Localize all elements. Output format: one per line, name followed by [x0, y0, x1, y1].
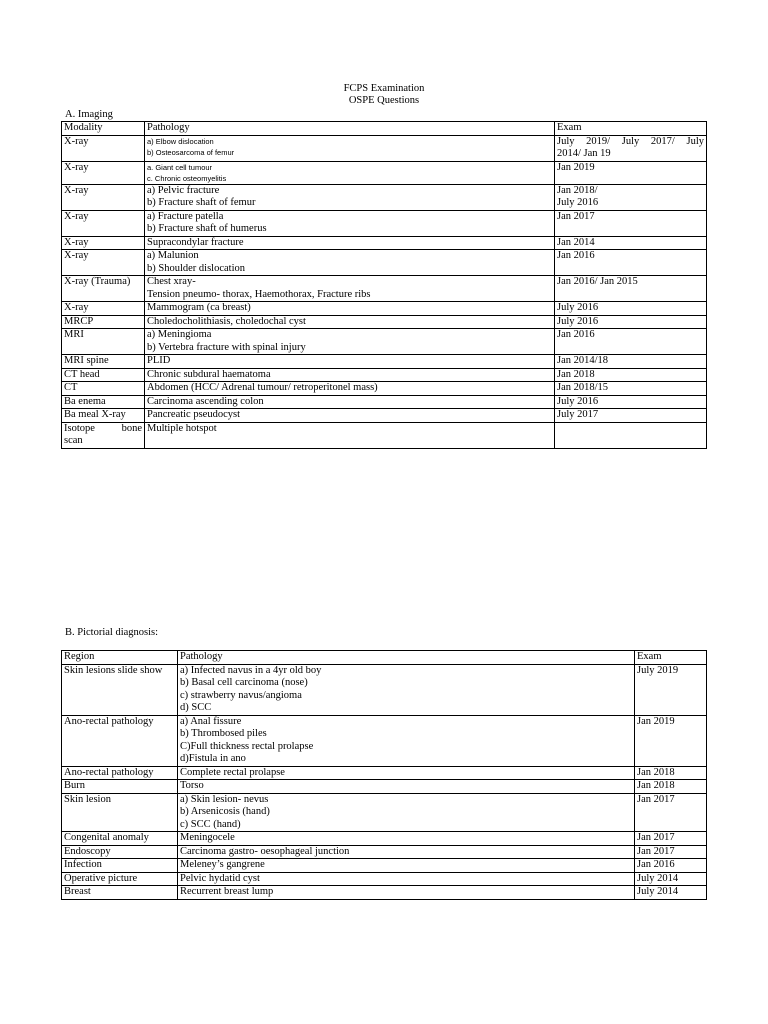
exam-cell — [555, 161, 707, 184]
table-row — [62, 872, 707, 886]
pathology-cell — [145, 329, 555, 355]
region-cell: Endoscopy — [62, 845, 178, 859]
pathology-cell-line: a) Anal fissure — [180, 715, 242, 727]
pathology-cell-line: b) Shoulder dislocation — [147, 262, 245, 274]
pathology-cell-line: Choledocholithiasis, choledochal cyst — [147, 315, 306, 327]
modality-cell-line: X-ray — [64, 161, 89, 173]
table-row — [62, 355, 707, 369]
table-row — [62, 329, 707, 355]
pathology-cell-line: PLID — [147, 355, 171, 366]
exam-cell: Jan 2018 — [635, 780, 707, 794]
pathology-cell-line: d)Fistula in ano — [180, 753, 246, 764]
exam-cell — [555, 302, 707, 316]
pathology-cell-line: a) Malunion — [147, 250, 199, 261]
exam-cell: Jan 2017 — [635, 845, 707, 859]
exam-cell-line: July 2019/ July 2017/ July — [557, 135, 704, 147]
exam-cell: Jan 2017 — [635, 793, 707, 832]
pathology-cell — [145, 184, 555, 210]
table-row — [62, 715, 707, 766]
section-b-heading: B. Pictorial diagnosis: — [65, 627, 159, 638]
column-header-pathology: Pathology — [145, 122, 555, 136]
section-a-heading: A. Imaging — [65, 109, 113, 120]
pathology-cell-line: Meningocele — [180, 832, 235, 843]
pathology-cell — [145, 422, 555, 448]
modality-cell-line: X-ray — [64, 184, 89, 196]
pathology-cell — [178, 664, 635, 715]
pathology-cell-line: Chest xray- — [147, 276, 196, 287]
region-cell: Congenital anomaly — [62, 832, 178, 846]
pathology-cell-line: b) Fracture shaft of femur — [147, 197, 256, 208]
pathology-cell-line: c. Chronic osteomyelitis — [147, 173, 227, 183]
region-cell: Ano-rectal pathology — [62, 715, 178, 766]
pathology-cell-line: Carcinoma gastro- oesophageal junction — [180, 845, 350, 857]
pathology-cell-line: b) Arsenicosis (hand) — [180, 806, 270, 817]
exam-cell: July 2019 — [635, 664, 707, 715]
modality-cell-line: MRI — [64, 329, 84, 340]
pathology-cell — [178, 780, 635, 794]
pathology-cell-line: a) Infected navus in a 4yr old boy — [180, 664, 322, 676]
exam-cell: July 2014 — [635, 886, 707, 900]
exam-cell: Jan 2016 — [635, 859, 707, 873]
column-header-exam: Exam — [635, 651, 707, 665]
region-cell: Operative picture — [62, 872, 178, 886]
modality-cell-line: X-ray — [64, 236, 89, 248]
column-header-pathology: Pathology — [178, 651, 635, 665]
pathology-cell-line: a) Pelvic fracture — [147, 184, 220, 196]
pathology-cell-line: a) Meningioma — [147, 329, 212, 340]
exam-cell — [555, 184, 707, 210]
pathology-cell-line: Chronic subdural haematoma — [147, 368, 271, 380]
exam-cell — [555, 355, 707, 369]
pathology-cell — [178, 715, 635, 766]
pathology-cell — [145, 135, 555, 161]
exam-cell-line: Jan 2014 — [557, 236, 595, 248]
pathology-cell-line: b) Basal cell carcinoma (nose) — [180, 677, 308, 688]
table-row — [62, 395, 707, 409]
pathology-cell — [178, 793, 635, 832]
modality-cell-line: scan — [64, 435, 83, 446]
table-row — [62, 845, 707, 859]
pathology-cell — [145, 355, 555, 369]
pathology-cell — [145, 276, 555, 302]
table-row — [62, 664, 707, 715]
table-row — [62, 422, 707, 448]
pathology-cell-line: Carcinoma ascending colon — [147, 395, 264, 407]
pathology-cell-line: a) Fracture patella — [147, 210, 224, 222]
pathology-cell-line: b) Osteosarcoma of femur — [147, 147, 235, 157]
exam-cell — [555, 382, 707, 396]
pathology-cell — [145, 382, 555, 396]
modality-cell — [62, 135, 145, 161]
table-row — [62, 276, 707, 302]
pictorial-header-row — [62, 651, 707, 665]
modality-cell-line: X-ray (Trauma) — [64, 276, 131, 287]
table-row — [62, 250, 707, 276]
pathology-cell — [178, 766, 635, 780]
table-row — [62, 315, 707, 329]
pathology-cell — [145, 302, 555, 316]
exam-cell: Jan 2018 — [635, 766, 707, 780]
modality-cell-line: X-ray — [64, 210, 89, 222]
exam-cell — [555, 250, 707, 276]
pathology-cell-line: Meleney’s gangrene — [180, 859, 265, 870]
exam-cell-line: Jan 2018 — [557, 368, 595, 380]
table-row — [62, 793, 707, 832]
modality-cell — [62, 382, 145, 396]
pathology-cell-line: Supracondylar fracture — [147, 236, 244, 248]
exam-cell-line: July 2016 — [557, 197, 599, 208]
table-row — [62, 236, 707, 250]
table-row — [62, 859, 707, 873]
table-row — [62, 184, 707, 210]
pathology-cell-line: b) Vertebra fracture with spinal injury — [147, 341, 306, 353]
table-row — [62, 368, 707, 382]
modality-cell-line: X-ray — [64, 250, 89, 261]
modality-cell — [62, 395, 145, 409]
exam-cell-line: Jan 2018/ — [557, 184, 598, 196]
pathology-cell-line: C)Full thickness rectal prolapse — [180, 740, 314, 752]
pathology-cell — [145, 210, 555, 236]
exam-cell-line: Jan 2019 — [557, 161, 595, 173]
region-cell: Ano-rectal pathology — [62, 766, 178, 780]
modality-cell — [62, 210, 145, 236]
table-row — [62, 886, 707, 900]
column-header-exam: Exam — [555, 122, 707, 136]
region-cell: Skin lesions slide show — [62, 664, 178, 715]
modality-cell — [62, 368, 145, 382]
imaging-header-row — [62, 122, 707, 136]
pathology-cell — [145, 409, 555, 423]
modality-cell-line: X-ray — [64, 135, 89, 147]
document-title: FCPS Examination — [343, 83, 425, 94]
imaging-table — [61, 121, 707, 449]
exam-cell — [555, 395, 707, 409]
region-cell: Burn — [62, 780, 178, 794]
exam-cell-line: July 2016 — [557, 315, 599, 327]
document-subtitle: OSPE Questions — [348, 95, 420, 106]
modality-cell — [62, 409, 145, 423]
exam-cell — [555, 422, 707, 448]
exam-cell-line: Jan 2017 — [557, 210, 595, 222]
modality-cell-line: CT head — [64, 368, 100, 380]
pathology-cell — [178, 859, 635, 873]
exam-cell-line: 2014/ Jan 19 — [557, 148, 611, 159]
modality-cell-line: X-ray — [64, 302, 89, 313]
table-row — [62, 161, 707, 184]
pathology-cell-line: Abdomen (HCC/ Adrenal tumour/ retroperitonel mass) — [147, 382, 378, 393]
exam-cell: Jan 2017 — [635, 832, 707, 846]
pathology-cell-line: b) Fracture shaft of humerus — [147, 223, 267, 234]
exam-cell-line: Jan 2016/ Jan 2015 — [557, 276, 638, 287]
pathology-cell-line: Pancreatic pseudocyst — [147, 409, 241, 420]
pathology-cell-line: a) Skin lesion- nevus — [180, 793, 269, 805]
modality-cell — [62, 184, 145, 210]
pathology-cell-line: Mammogram (ca breast) — [147, 302, 251, 313]
modality-cell — [62, 329, 145, 355]
exam-cell: July 2014 — [635, 872, 707, 886]
exam-cell-line: Jan 2016 — [557, 250, 595, 261]
modality-cell-line: Ba meal X-ray — [64, 409, 126, 420]
pictorial-diagnosis-table — [61, 650, 707, 900]
pathology-cell-line: Tension pneumo- thorax, Haemothorax, Fracture ribs — [147, 288, 371, 300]
imaging-table-body — [62, 122, 707, 449]
pathology-cell-line: Pelvic hydatid cyst — [180, 872, 260, 884]
modality-cell-line: Isotope bone — [64, 422, 142, 434]
pathology-cell-line: a. Giant cell tumour — [147, 162, 213, 172]
pathology-cell — [145, 395, 555, 409]
exam-cell-line: Jan 2016 — [557, 329, 595, 340]
pathology-cell — [178, 845, 635, 859]
modality-cell — [62, 315, 145, 329]
modality-cell — [62, 161, 145, 184]
column-header-modality: Modality — [62, 122, 145, 136]
pathology-cell — [145, 368, 555, 382]
pathology-cell — [145, 236, 555, 250]
pathology-cell-line: b) Thrombosed piles — [180, 728, 267, 739]
column-header-region: Region — [62, 651, 178, 665]
exam-cell-line: Jan 2014/18 — [557, 355, 609, 366]
pathology-cell — [145, 250, 555, 276]
table-row — [62, 210, 707, 236]
pathology-cell-line: Multiple hotspot — [147, 422, 217, 434]
region-cell: Skin lesion — [62, 793, 178, 832]
exam-cell: Jan 2019 — [635, 715, 707, 766]
region-cell: Breast — [62, 886, 178, 900]
exam-cell — [555, 236, 707, 250]
exam-cell — [555, 210, 707, 236]
pathology-cell-line: d) SCC — [180, 702, 212, 713]
exam-cell-line: July 2016 — [557, 395, 599, 407]
modality-cell — [62, 236, 145, 250]
table-row — [62, 302, 707, 316]
modality-cell — [62, 355, 145, 369]
exam-cell-line: July 2016 — [557, 302, 599, 313]
pathology-cell — [178, 872, 635, 886]
pathology-cell-line: Torso — [180, 780, 204, 791]
pathology-cell — [178, 886, 635, 900]
exam-cell-line: July 2017 — [557, 409, 599, 420]
table-row — [62, 832, 707, 846]
pathology-cell-line: Complete rectal prolapse — [180, 766, 285, 778]
table-row — [62, 780, 707, 794]
table-row — [62, 766, 707, 780]
modality-cell — [62, 422, 145, 448]
exam-cell — [555, 135, 707, 161]
table-row — [62, 409, 707, 423]
exam-cell — [555, 315, 707, 329]
pathology-cell — [178, 832, 635, 846]
exam-cell — [555, 329, 707, 355]
modality-cell-line: MRCP — [64, 315, 94, 327]
exam-cell — [555, 368, 707, 382]
modality-cell — [62, 250, 145, 276]
exam-cell-line: Jan 2018/15 — [557, 382, 609, 393]
pathology-cell-line: c) SCC (hand) — [180, 818, 241, 830]
exam-cell — [555, 276, 707, 302]
modality-cell — [62, 276, 145, 302]
modality-cell — [62, 302, 145, 316]
pathology-cell-line: c) strawberry navus/angioma — [180, 689, 302, 701]
exam-cell — [555, 409, 707, 423]
table-row — [62, 135, 707, 161]
table-row — [62, 382, 707, 396]
pathology-cell — [145, 161, 555, 184]
modality-cell-line: Ba enema — [64, 395, 106, 407]
pictorial-table-body — [62, 651, 707, 900]
region-cell: Infection — [62, 859, 178, 873]
pathology-cell-line: a) Elbow dislocation — [147, 136, 214, 146]
pathology-cell-line: Recurrent breast lump — [180, 886, 274, 897]
modality-cell-line: CT — [64, 382, 78, 393]
pathology-cell — [145, 315, 555, 329]
modality-cell-line: MRI spine — [64, 355, 109, 366]
